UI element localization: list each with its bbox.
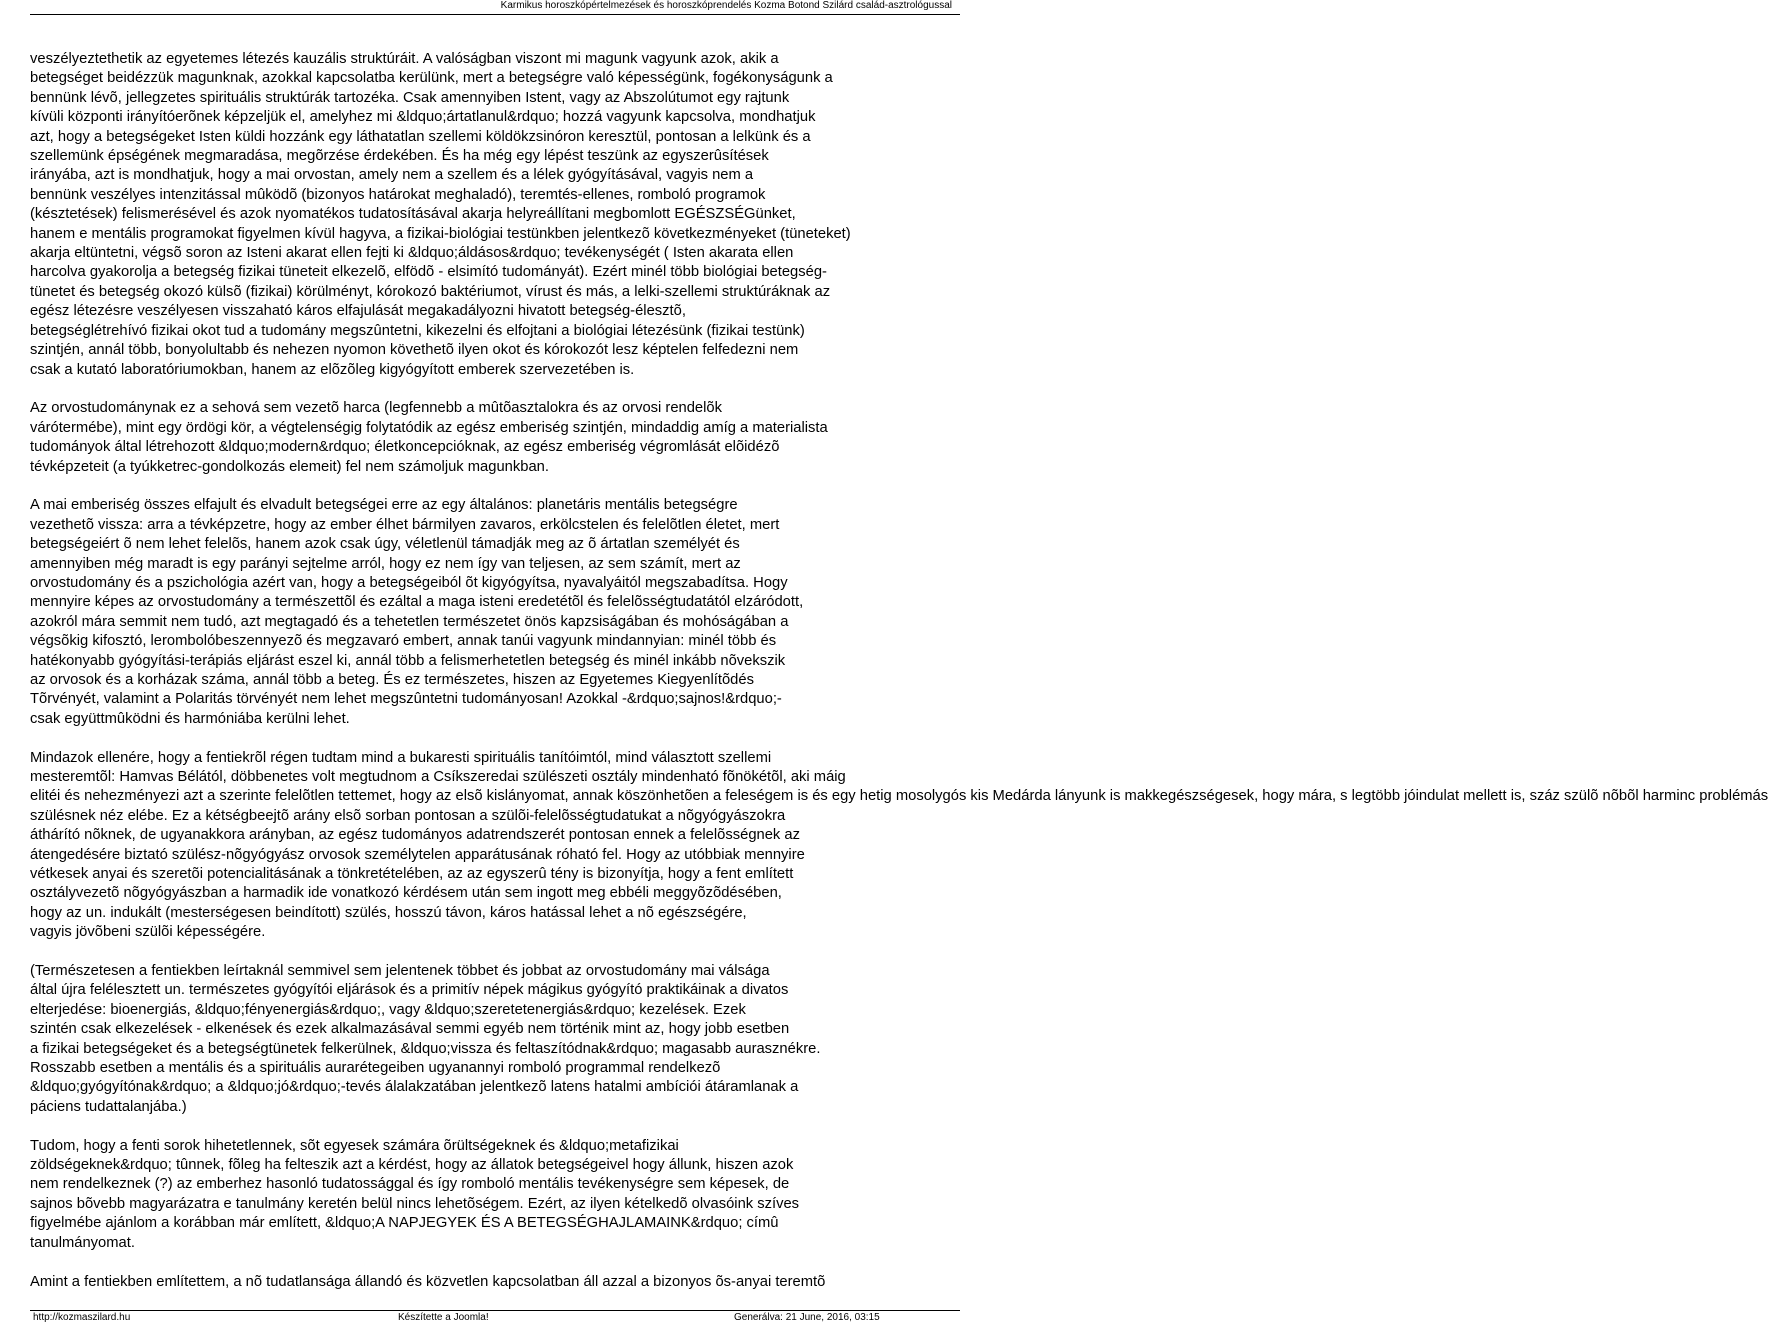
- paragraph-5: (Természetesen a fentiekben leírtaknál semmivel sem jelentenek többet és jobbat az orvostudomány mai válsága által újra felélesztett un. természetes gyógyítói eljárások és a primitív népek mágikus gyógyító praktikáinak a divatos elterjedése: bioenergiás, &ldquo;fényenergiás&rdquo;, vagy &ldquo;szeretetenergiás&rdquo; kezelések. Ezek szintén csak elkezelések - elkenések és ezek alkalmazásával semmi egyéb nem történik mint az, hogy jobb esetben a fizikai betegségeket és a betegségtünetek felkerülnek, &ldquo;vissza és feltaszítódnak&rdquo; magasabb aurasznékre. Rosszabb esetben a mentális és a spirituális aurarétegeiben ugyanannyi romboló programmal rendelkezõ &ldquo;gyógyítónak&rdquo; a &ldquo;jó&rdquo;-tevés álalakzatában jelentkezõ latens hatalmi ambíciói átáramlanak a páciens tudattalanjába.): [30, 963, 821, 1115]
- paragraph-2: Az orvostudománynak ez a sehová sem vezetõ harca (legfennebb a mûtõasztalokra és az orvosi rendelõk várótermébe), mint egy ördögi kör, a végtelenségig folytatódik az egész emberiség szintjén, mindaddig amíg a materialista tudományok által létrehozott &ldquo;modern&rdquo; életkoncepcióknak, az egész emberiség végromlását elõidézõ tévképzeteit (a tyúkketrec-gondolkozás elemeit) fel nem számoljuk magunkban.: [30, 400, 828, 475]
- paragraph-7: Amint a fentiekben említettem, a nõ tudatlansága állandó és közvetlen kapcsolatban áll azzal a bizonyos õs-anyai teremtõ: [30, 1273, 826, 1290]
- article-body: [30, 50, 1768, 1292]
- paragraph-4: Mindazok ellenére, hogy a fentiekrõl régen tudtam mind a bukaresti spirituális tanítóimtól, mind választott szellemi mesteremtõl: Hamvas Bélától, döbbenetes volt megtudnom a Csíkszeredai szülészeti osztály mindenható fõnökétõl, aki máig elitéi és nehezményezi azt a szerinte felelõtlen tettemet, hogy az elsõ kislányomat, annak köszönhetõen a feleségem is és egy hetig mosolygós kis Medárda lányunk is makkegészségesek, hogy mára, s legtöbb jóindulat mellett is, száz szülõ nõbõl harminc problémás szülésnek néz elébe. Ez a kétségbeejtõ arány elsõ sorban pontosan a szülõi-felelõsségtudatukat a nõgyógyászokra áthárító nõknek, de ugyanakkora arányban, az egész tudományos adatrendszerét pontosan ennek a felelõsségnek az átengedésére biztató szülész-nõgyógyász orvosok személytelen apparátusának róható fel. Hogy az utóbbiak mennyire vétkesek anyai és szeretõi potencialitásának a tönkretételében, az az egyszerû tény is bizonyítja, hogy a fent említett osztályvezetõ nõgyógyászban a harmadik ide vonatkozó kérdésem után sem ingott meg ebbéli meggyõzõdésében, hogy az un. indukált (mesterségesen beindított) szülés, hosszú távon, káros hatással lehet a nõ egészségére, vagyis jövõbeni szülõi képességére.: [30, 749, 1768, 941]
- footer-divider: [30, 1310, 960, 1311]
- paragraph-1: veszélyeztethetik az egyetemes létezés kauzális struktúráit. A valóságban viszont mi magunk vagyunk azok, akik a betegséget beidézzük magunknak, azokkal kapcsolatba kerülünk, mert a betegségre való képességünk, fogékonyságunk a bennünk lévõ, jellegzetes spirituális struktúrák tartozéka. Csak amennyiben Istent, vagy az Abszolútumot egy rajtunk kívüli központi irányítóerõnek képzeljük el, amelyhez mi &ldquo;ártatlanul&rdquo; hozzá vagyunk kapcsolva, mondhatjuk azt, hogy a betegségeket Isten küldi hozzánk egy láthatatlan szellemi köldökzsinóron keresztül, pontosan a lelkünk és a szellemünk épségének megmaradása, megõrzése érdekében. És ha még egy lépést teszünk az egyszerûsítések irányába, azt is mondhatjuk, hogy a mai orvostan, amely nem a szellem és a lélek gyógyításával, vagyis nem a bennünk veszélyes intenzitással mûködõ (bizonyos határokat meghaladó), teremtés-ellenes, romboló programok (késztetések) felismerésével és azok nyomatékos tudatosításával akarja helyreállítani megbomlott EGÉSZSÉGünket, hanem e mentális programokat figyelmen kívül hagyva, a fizikai-biológiai testünkben jelentkezõ következményeket (tüneteket) akarja eltüntetni, végsõ soron az Isteni akarat ellen fejti ki &ldquo;áldásos&rdquo; tevékenységét ( Isten akarata ellen harcolva gyakorolja a betegség fizikai tüneteit elkezelõ, elfödõ - elsimító tudományát). Ezért minél több biológiai betegség- tünetet és betegség okozó külsõ (fizikai) körülményt, kórokozó baktériumot, vírust és más, a lelki-szellemi struktúráknak az egész létezésre veszélyesen visszaható káros elfajulását megakadályozni hivatott betegség-élesztõ, betegséglétrehívó fizikai okot tud a tudomány megszûntetni, kikezelni és elfojtani a biológiai létezésünk (fizikai testünk) szintjén, annál több, bonyolultabb és nehezen nyomon követhetõ ilyen okot és kórokozót lesz képtelen felfedezni nem csak a kutató laboratóriumokban, hanem az elõzõleg kigyógyított emberek szervezetében is.: [30, 51, 851, 378]
- footer-credit: Készítette a Joomla!: [398, 1312, 489, 1323]
- header-divider: [30, 14, 960, 15]
- paragraph-6: Tudom, hogy a fenti sorok hihetetlennek, sõt egyesek számára õrültségeknek és &ldquo;metafizikai zöldségeknek&rdquo; tûnnek, fõleg ha felteszik azt a kérdést, hogy az állatok betegségeivel hogy állunk, hiszen azok nem rendelkeznek (?) az emberhez hasonló tudatossággal és így romboló mentális tevékenységre sem képesek, de sajnos bõvebb magyarázatra e tanulmány keretén belül nincs lehetõségem. Ezért, az ilyen kételkedõ olvasóink szíves figyelmébe ajánlom a korábban már említett, &ldquo;A NAPJEGYEK ÉS A BETEGSÉGHAJLAMAINK&rdquo; címû tanulmányomat.: [30, 1137, 800, 1251]
- page-header-title: Karmikus horoszkópértelmezések és horoszkóprendelés Kozma Botond Szilárd család-asztrológussal: [500, 0, 952, 11]
- paragraph-3: A mai emberiség összes elfajult és elvadult betegségei erre az egy általános: planetáris mentális betegségre vezethetõ vissza: arra a tévképzetre, hogy az ember élhet bármilyen zavaros, erkölcstelen és felelõtlen életet, mert betegségeiért õ nem lehet felelõs, hanem azok csak úgy, véletlenül támadják meg az õ ártatlan személyét és amennyiben még maradt is egy parányi sejtelme arról, hogy ez nem így van teljesen, az sem számít, mert az orvostudomány és a pszichológia azért van, hogy a betegségeiból õt kigyógyítsa, nyavalyáitól megszabadítsa. Hogy mennyire képes az orvostudomány a természettõl és ezáltal a maga isteni eredetétõl és felelõsségtudatától elzáródott, azokról mára semmit nem tudó, azt megtagadó és a tehetetlen természetet önös kapzsiságában és mohóságában a végsõkig kifosztó, lerombolóbeszennyezõ és megzavaró embert, annak tanúi vagyunk mindannyian: minél több és hatékonyabb gyógyítási-terápiás eljárást eszel ki, annál több a felismerhetetlen betegség és minél inkább nõvekszik az orvosok és a korházak száma, annál több a beteg. És ez természetes, hiszen az Egyetemes Kiegyenlítõdés Tõrvényét, valamint a Polaritás törvényét nem lehet megszûntetni tudományosan! Azokkal -&rdquo;sajnos!&rdquo;- csak együttmûködni és harmóniába kerülni lehet.: [30, 497, 804, 727]
- footer-generated-date: Generálva: 21 June, 2016, 03:15: [734, 1312, 880, 1323]
- footer-url[interactable]: http://kozmaszilard.hu: [33, 1312, 131, 1323]
